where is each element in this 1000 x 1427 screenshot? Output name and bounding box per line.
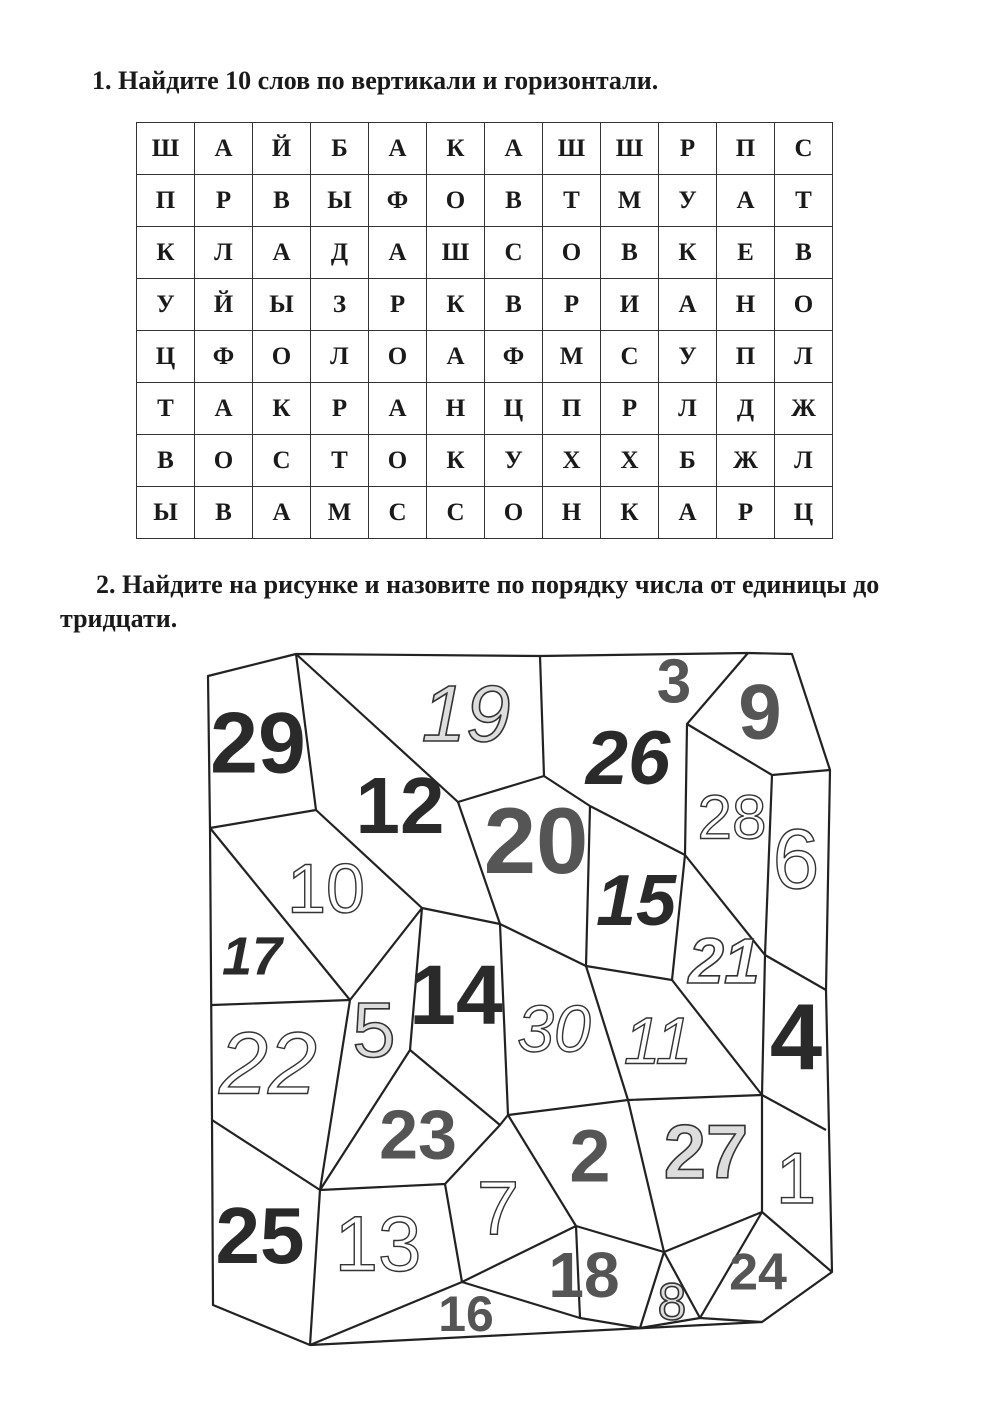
- grid-cell: С: [601, 331, 659, 383]
- grid-cell: Е: [717, 227, 775, 279]
- grid-cell: Ы: [253, 279, 311, 331]
- number-20: 20: [483, 787, 589, 893]
- grid-row: [137, 123, 833, 175]
- grid-cell: К: [137, 227, 195, 279]
- grid-cell: Ж: [717, 435, 775, 487]
- grid-cell: А: [717, 175, 775, 227]
- number-26: 26: [585, 716, 671, 802]
- grid-cell: И: [601, 279, 659, 331]
- number-2: 2: [569, 1114, 611, 1198]
- grid-cell: Ш: [137, 123, 195, 175]
- grid-cell: Р: [369, 279, 427, 331]
- grid-cell: З: [311, 279, 369, 331]
- grid-cell: Б: [659, 435, 717, 487]
- grid-cell: К: [659, 227, 717, 279]
- grid-cell: Р: [717, 487, 775, 539]
- grid-cell: О: [775, 279, 833, 331]
- grid-cell: А: [195, 123, 253, 175]
- number-10: 10: [287, 849, 365, 928]
- grid-cell: Д: [311, 227, 369, 279]
- word-search-grid: [136, 122, 833, 539]
- grid-cell: Н: [717, 279, 775, 331]
- number-7: 7: [476, 1166, 520, 1252]
- number-27: 27: [663, 1110, 749, 1196]
- grid-cell: Ф: [195, 331, 253, 383]
- grid-cell: М: [311, 487, 369, 539]
- grid-cell: А: [253, 487, 311, 539]
- grid-cell: Р: [601, 383, 659, 435]
- grid-cell: С: [485, 227, 543, 279]
- grid-cell: А: [369, 383, 427, 435]
- number-28: 28: [697, 783, 767, 853]
- grid-row: [137, 227, 833, 279]
- grid-cell: Ц: [775, 487, 833, 539]
- grid-cell: А: [253, 227, 311, 279]
- grid-cell: Д: [717, 383, 775, 435]
- grid-cell: К: [427, 279, 485, 331]
- grid-cell: А: [195, 383, 253, 435]
- number-1: 1: [775, 1139, 817, 1220]
- grid-cell: О: [485, 487, 543, 539]
- number-25: 25: [215, 1191, 305, 1281]
- grid-cell: В: [775, 227, 833, 279]
- grid-cell: О: [253, 331, 311, 383]
- grid-cell: С: [775, 123, 833, 175]
- number-6: 6: [772, 812, 820, 907]
- grid-cell: Р: [195, 175, 253, 227]
- grid-cell: М: [543, 331, 601, 383]
- grid-cell: С: [253, 435, 311, 487]
- grid-cell: К: [601, 487, 659, 539]
- number-9: 9: [738, 667, 782, 756]
- number-13: 13: [334, 1199, 422, 1288]
- grid-row: [137, 487, 833, 539]
- grid-cell: Ц: [137, 331, 195, 383]
- grid-cell: А: [659, 487, 717, 539]
- grid-row: [137, 435, 833, 487]
- grid-cell: Р: [659, 123, 717, 175]
- grid-cell: Р: [311, 383, 369, 435]
- grid-cell: Ш: [543, 123, 601, 175]
- grid-cell: А: [369, 227, 427, 279]
- grid-cell: А: [485, 123, 543, 175]
- grid-cell: Л: [775, 435, 833, 487]
- grid-cell: Й: [195, 279, 253, 331]
- grid-cell: В: [195, 487, 253, 539]
- grid-cell: В: [601, 227, 659, 279]
- grid-cell: Ш: [601, 123, 659, 175]
- number-24: 24: [729, 1243, 787, 1302]
- grid-cell: Л: [311, 331, 369, 383]
- grid-cell: Ц: [485, 383, 543, 435]
- grid-cell: Ш: [427, 227, 485, 279]
- grid-cell: В: [485, 279, 543, 331]
- grid-cell: Х: [543, 435, 601, 487]
- grid-cell: О: [427, 175, 485, 227]
- number-23: 23: [379, 1095, 457, 1174]
- number-19: 19: [421, 669, 511, 759]
- number-4: 4: [769, 983, 823, 1089]
- grid-row: [137, 383, 833, 435]
- grid-cell: Л: [659, 383, 717, 435]
- task-2-title: 2. Найдите на рисунке и назовите по порядку числа от единицы до тридцати.: [60, 570, 880, 633]
- grid-cell: В: [485, 175, 543, 227]
- grid-cell: Л: [775, 331, 833, 383]
- grid-cell: О: [369, 331, 427, 383]
- grid-row: [137, 279, 833, 331]
- grid-cell: В: [253, 175, 311, 227]
- grid-cell: Т: [775, 175, 833, 227]
- number-16: 16: [438, 1286, 494, 1343]
- grid-row: [137, 175, 833, 227]
- number-11: 11: [623, 1003, 693, 1078]
- number-18: 18: [548, 1238, 620, 1311]
- grid-cell: Ф: [369, 175, 427, 227]
- grid-cell: Л: [195, 227, 253, 279]
- grid-cell: Б: [311, 123, 369, 175]
- number-22: 22: [219, 1013, 317, 1113]
- number-30: 30: [517, 991, 591, 1066]
- grid-cell: А: [659, 279, 717, 331]
- grid-cell: Н: [543, 487, 601, 539]
- grid-cell: Й: [253, 123, 311, 175]
- grid-cell: С: [427, 487, 485, 539]
- grid-row: [137, 331, 833, 383]
- number-8: 8: [657, 1273, 687, 1332]
- grid-cell: Т: [137, 383, 195, 435]
- number-29: 29: [210, 695, 306, 792]
- grid-cell: А: [369, 123, 427, 175]
- grid-cell: Ж: [775, 383, 833, 435]
- grid-cell: У: [137, 279, 195, 331]
- number-mosaic: [0, 640, 1000, 1360]
- grid-cell: А: [427, 331, 485, 383]
- grid-cell: Т: [311, 435, 369, 487]
- task-1-title: 1. Найдите 10 слов по вертикали и горизонтали.: [92, 66, 659, 95]
- number-12: 12: [355, 761, 445, 851]
- grid-cell: П: [717, 123, 775, 175]
- number-17: 17: [221, 926, 283, 987]
- grid-cell: У: [485, 435, 543, 487]
- number-21: 21: [688, 924, 760, 997]
- grid-cell: М: [601, 175, 659, 227]
- grid-cell: П: [543, 383, 601, 435]
- number-15: 15: [595, 861, 677, 942]
- grid-cell: Ы: [311, 175, 369, 227]
- mosaic-numbers: [210, 647, 822, 1342]
- grid-cell: Н: [427, 383, 485, 435]
- grid-cell: У: [659, 331, 717, 383]
- grid-cell: О: [543, 227, 601, 279]
- grid-cell: У: [659, 175, 717, 227]
- grid-cell: Ф: [485, 331, 543, 383]
- grid-cell: О: [369, 435, 427, 487]
- grid-cell: К: [427, 123, 485, 175]
- grid-cell: С: [369, 487, 427, 539]
- grid-cell: О: [195, 435, 253, 487]
- grid-cell: П: [137, 175, 195, 227]
- number-14: 14: [409, 948, 503, 1043]
- grid-cell: Т: [543, 175, 601, 227]
- grid-cell: Р: [543, 279, 601, 331]
- grid-cell: К: [427, 435, 485, 487]
- grid-cell: В: [137, 435, 195, 487]
- grid-cell: Ы: [137, 487, 195, 539]
- grid-cell: П: [717, 331, 775, 383]
- grid-cell: Х: [601, 435, 659, 487]
- grid-cell: К: [253, 383, 311, 435]
- number-5: 5: [352, 985, 396, 1074]
- number-3: 3: [656, 647, 692, 717]
